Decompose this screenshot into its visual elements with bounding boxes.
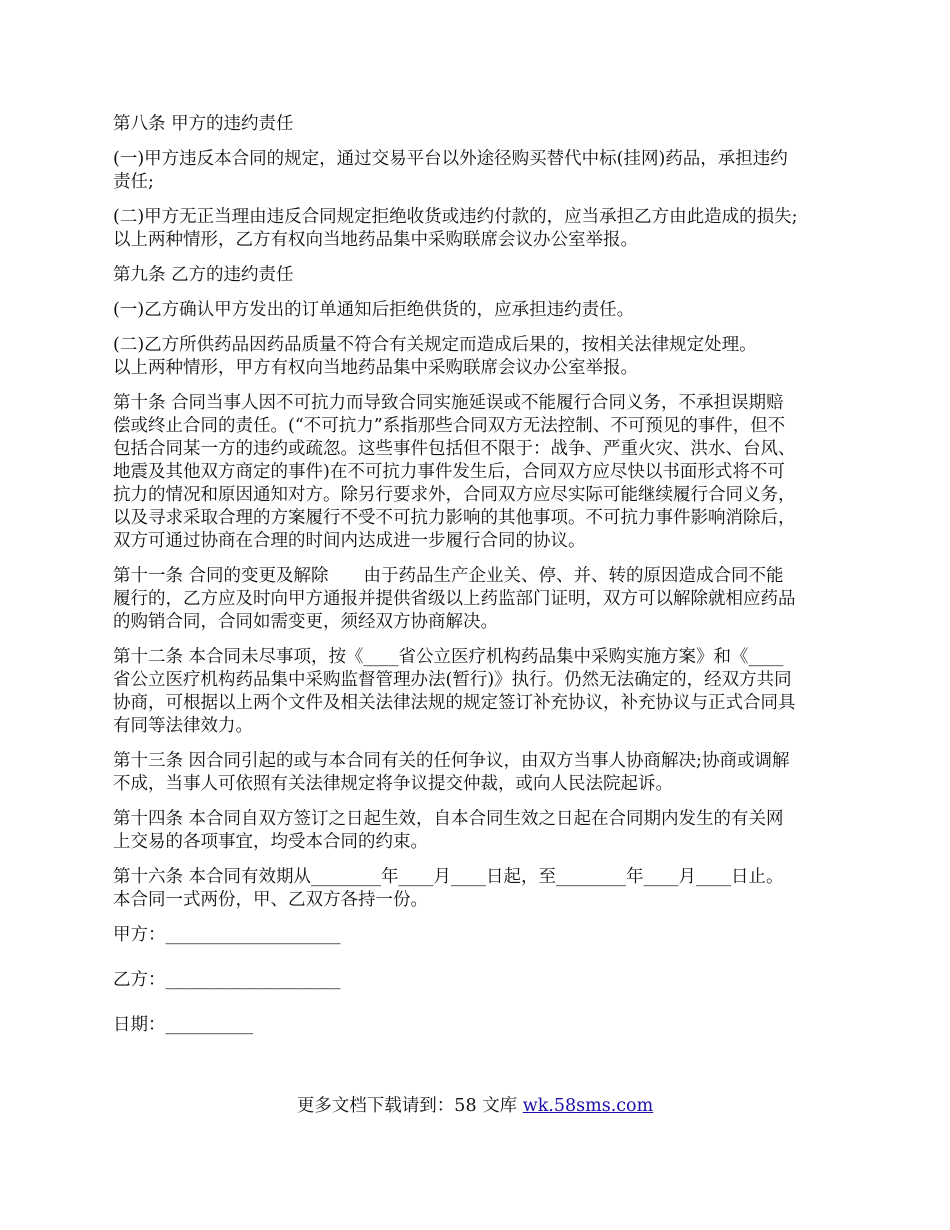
text-line: 抗力的情况和原因通知对方。除另行要求外，合同双方应尽实际可能继续履行合同义务， bbox=[113, 485, 796, 505]
article-12 bbox=[113, 646, 843, 738]
text-line: 第十三条 因合同引起的或与本合同有关的任何争议，由双方当事人协商解决;协商或调解 bbox=[113, 751, 790, 771]
text-line: 第十二条 本合同未尽事项，按《____省公立医疗机构药品集中采购实施方案》和《____ bbox=[113, 647, 784, 667]
text-line: 本合同一式两份，甲、乙双方各持一份。 bbox=[113, 890, 428, 910]
text-line: 包括合同某一方的违约或疏忽。这些事件包括但不限于：战争、严重火灾、洪水、台风、 bbox=[113, 439, 796, 459]
text-line: 以上两种情形，甲方有权向当地药品集中采购联席会议办公室举报。 bbox=[113, 358, 638, 378]
text-line: 履行的，乙方应及时向甲方通报并提供省级以上药监部门证明，双方可以解除就相应药品 bbox=[113, 589, 796, 609]
text-line: 协商，可根据以上两个文件及相关法律法规的规定签订补充协议，补充协议与正式合同具 bbox=[113, 693, 796, 713]
signature-block bbox=[113, 924, 843, 1037]
text-line: 第十六条 本合同有效期从________年____月____日起，至________年____月____日止。 bbox=[113, 867, 784, 887]
article-8-title bbox=[113, 113, 843, 136]
text-line: (一)乙方确认甲方发出的订单通知后拒绝供货的，应承担违约责任。 bbox=[113, 300, 635, 320]
text-line: 第十一条 合同的变更及解除 由于药品生产企业关、停、并、转的原因造成合同不能 bbox=[113, 566, 784, 586]
article-10 bbox=[113, 392, 843, 553]
footer-text: 更多文档下载请到：58 文库 bbox=[296, 1096, 523, 1116]
text-line: 有同等法律效力。 bbox=[113, 716, 253, 736]
text-line: (一)甲方违反本合同的规定，通过交易平台以外途径购买替代中标(挂网)药品，承担违约 bbox=[113, 149, 788, 169]
article-9-clause-2 bbox=[113, 334, 843, 380]
text-line: (二)甲方无正当理由违反合同规定拒绝收货或违约付款的，应当承担乙方由此造成的损失; bbox=[113, 207, 798, 227]
text-line: 第八条 甲方的违约责任 bbox=[113, 114, 294, 134]
date-signature: 日期：__________ bbox=[113, 1015, 253, 1035]
text-line: 的购销合同，合同如需变更，须经双方协商解决。 bbox=[113, 612, 498, 632]
text-line: 偿或终止合同的责任。(“不可抗力”系指那些合同双方无法控制、不可预见的事件，但不 bbox=[113, 416, 786, 436]
party-b-signature: 乙方：____________________ bbox=[113, 970, 341, 990]
article-14 bbox=[113, 808, 843, 854]
footer bbox=[0, 1095, 950, 1118]
article-13 bbox=[113, 750, 843, 796]
article-9-title bbox=[113, 264, 843, 287]
text-line: 第九条 乙方的违约责任 bbox=[113, 265, 294, 285]
text-line: 双方可通过协商在合理的时间内达成进一步履行合同的协议。 bbox=[113, 531, 586, 551]
footer-link[interactable]: wk.58sms.com bbox=[522, 1096, 654, 1116]
text-line: 省公立医疗机构药品集中采购监督管理办法(暂行)》执行。仍然无法确定的，经双方共同 bbox=[113, 670, 792, 690]
article-11 bbox=[113, 565, 843, 634]
text-line: 以及寻求采取合理的方案履行不受不可抗力影响的其他事项。不可抗力事件影响消除后， bbox=[113, 508, 796, 528]
party-a-signature: 甲方：____________________ bbox=[113, 925, 341, 945]
article-8-clause-2 bbox=[113, 206, 843, 252]
text-line: 第十条 合同当事人因不可抗力而导致合同实施延误或不能履行合同义务，不承担误期赔 bbox=[113, 393, 784, 413]
article-9-clause-1 bbox=[113, 299, 843, 322]
text-line: 不成，当事人可依照有关法律规定将争议提交仲裁，或向人民法院起诉。 bbox=[113, 774, 673, 794]
document-body bbox=[113, 113, 843, 1059]
article-16 bbox=[113, 866, 843, 912]
text-line: 上交易的各项事宜，均受本合同的约束。 bbox=[113, 832, 428, 852]
text-line: 以上两种情形，乙方有权向当地药品集中采购联席会议办公室举报。 bbox=[113, 230, 638, 250]
text-line: (二)乙方所供药品因药品质量不符合有关规定而造成后果的，按相关法律规定处理。 bbox=[113, 335, 757, 355]
text-line: 责任; bbox=[113, 172, 154, 192]
text-line: 地震及其他双方商定的事件)在不可抗力事件发生后，合同双方应尽快以书面形式将不可 bbox=[113, 462, 785, 482]
text-line: 第十四条 本合同自双方签订之日起生效，自本合同生效之日起在合同期内发生的有关网 bbox=[113, 809, 784, 829]
article-8-clause-1 bbox=[113, 148, 843, 194]
